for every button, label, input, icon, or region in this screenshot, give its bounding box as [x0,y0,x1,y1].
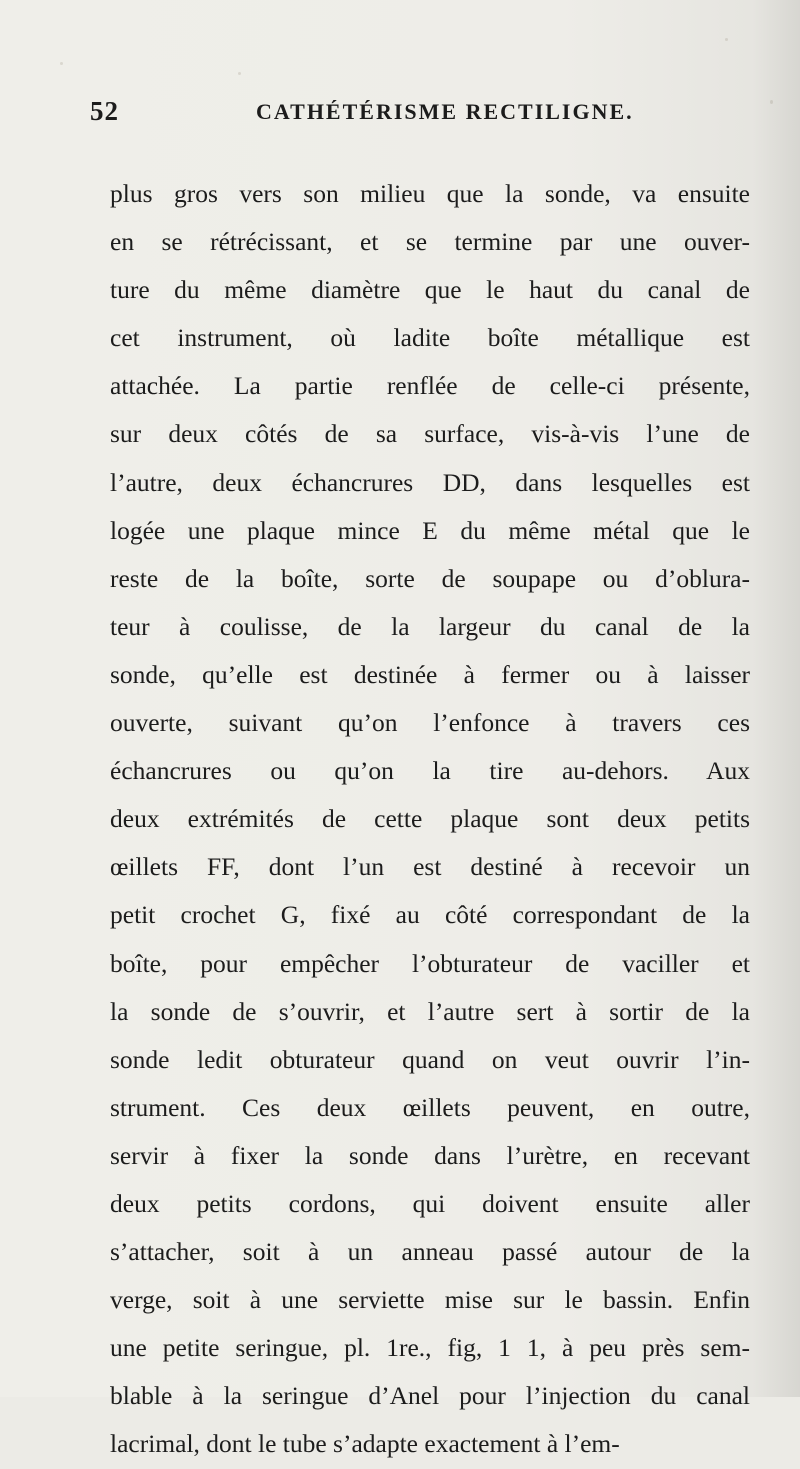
text-line: ouverte, suivant qu’on l’enfonce à travers ces [110,708,750,738]
text-line: sonde, qu’elle est destinée à fermer ou à laisser [110,659,750,689]
paper-speck [60,62,63,65]
text-line: en se rétrécissant, et se termine par une ouver- [110,227,750,257]
text-line: blable à la seringue d’Anel pour l’injection du canal [110,1381,750,1411]
paper-speck [770,100,773,104]
text-line: cet instrument, où ladite boîte métallique est [110,323,750,353]
text-line: teur à coulisse, de la largeur du canal de la [110,611,750,641]
paper-speck [725,38,728,41]
running-title: CATHÉTÉRISME RECTILIGNE. [256,99,634,124]
text-line: sur deux côtés de sa surface, vis-à-vis l’une de [110,419,750,449]
text-line: reste de la boîte, sorte de soupape ou d’oblura- [110,563,750,593]
text-line: logée une plaque mince E du même métal que le [110,515,750,545]
text-line: sonde ledit obturateur quand on veut ouvrir l’in- [110,1044,750,1074]
text-line: attachée. La partie renflée de celle-ci présente, [110,371,750,401]
body-text [110,170,750,1469]
text-line: verge, soit à une serviette mise sur le bassin. Enfin [110,1285,750,1315]
text-line: s’attacher, soit à un anneau passé autour de la [110,1237,750,1267]
page-number: 52 [90,96,119,126]
text-line: deux petits cordons, qui doivent ensuite aller [110,1188,750,1218]
text-line: deux extrémités de cette plaque sont deux petits [110,804,750,834]
text-line: l’autre, deux échancrures DD, dans lesquelles est [110,467,750,497]
text-line: petit crochet G, fixé au côté correspondant de la [110,900,750,930]
text-line: la sonde de s’ouvrir, et l’autre sert à sortir de la [110,996,750,1026]
paper-speck [238,72,241,75]
text-line: lacrimal, dont le tube s’adapte exactement à l’em- [110,1429,620,1459]
text-line: ture du même diamètre que le haut du canal de [110,275,750,305]
page-header [90,96,750,136]
text-line: échancrures ou qu’on la tire au-dehors. Aux [110,756,750,786]
text-line: strument. Ces deux œillets peuvent, en outre, [110,1092,750,1122]
text-line: servir à fixer la sonde dans l’urètre, en recevant [110,1140,750,1170]
text-line: plus gros vers son milieu que la sonde, va ensuite [110,179,750,208]
text-line: boîte, pour empêcher l’obturateur de vaciller et [110,948,750,978]
text-line: œillets FF, dont l’un est destiné à recevoir un [110,852,750,882]
text-line: une petite seringue, pl. 1re., fig, 1 1, à peu près sem- [110,1333,750,1363]
